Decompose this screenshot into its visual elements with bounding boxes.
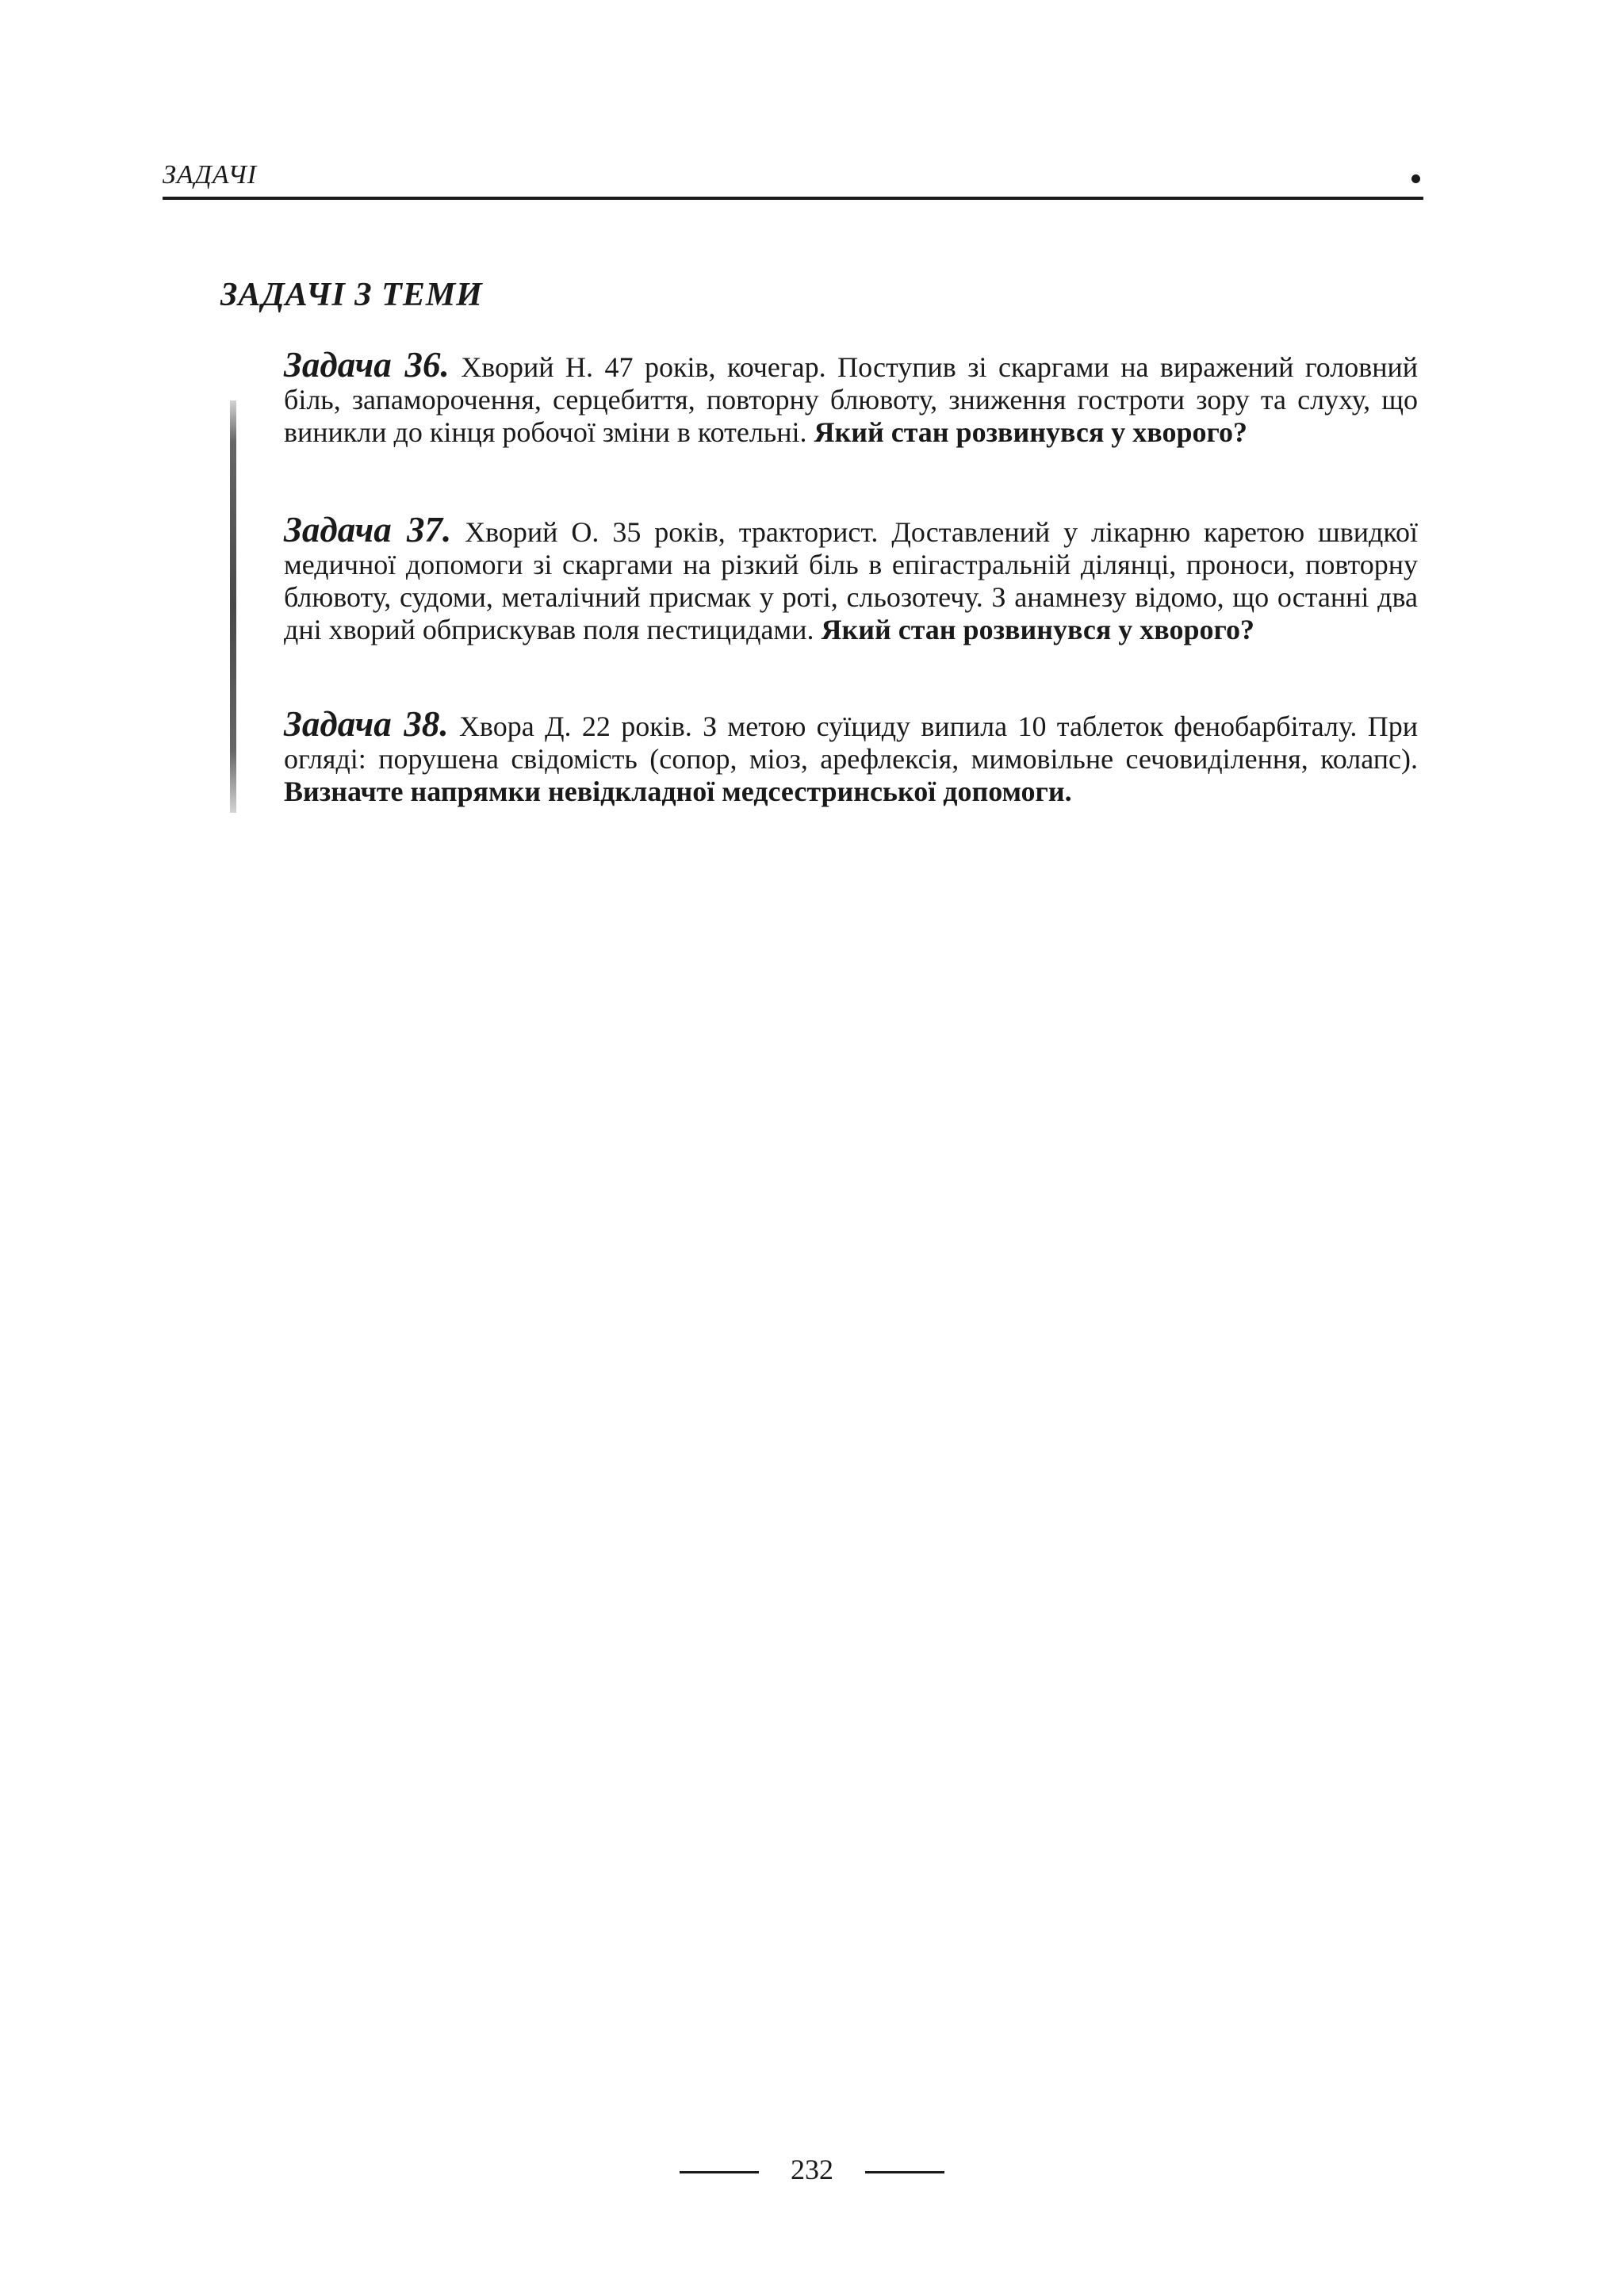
margin-scan-mark — [230, 400, 236, 813]
running-head-title: ЗАДАЧІ — [163, 160, 258, 190]
task-38-label: Задача 38. — [284, 704, 449, 744]
task-37 — [284, 510, 1419, 646]
bullet-icon — [1411, 174, 1420, 183]
task-38-body: Хвора Д. 22 років. З метою суїциду випила 10 таблеток фенобарбіталу. При огляді: порушена свідомість (сопор, міоз, арефлексія, мимовільне сечовиділення, колапс). — [284, 710, 1419, 775]
task-36-label: Задача 36. — [284, 345, 450, 385]
task-36-question: Який стан розвинувся у хворого? — [814, 416, 1247, 448]
page-number: 232 — [791, 2154, 833, 2185]
task-36-body: Хворий Н. 47 років, кочегар. Поступив зі скаргами на виражений головний біль, запаморочення, серцебиття, повторну блювоту, зниження гостроти зору та слуху, що виникли до кінця робочої зміни в котельні. — [284, 351, 1419, 448]
page-footer — [0, 2153, 1624, 2186]
running-head — [163, 157, 1423, 205]
task-37-body: Хворий О. 35 років, тракторист. Доставлений у лікарню каретою швидкої медичної допомоги зі скаргами на різкий біль в епігастральній ділянці, проноси, повторну блювоту, судоми, металічний присмак у роті, сльозотечу. З анамнезу відомо, що останні два дні хворий обприскував поля пестицидами. — [284, 516, 1419, 645]
task-37-question: Який стан розвинувся у хворого? — [821, 614, 1254, 645]
header-rule — [163, 197, 1423, 200]
task-38-question: Визначте напрямки невідкладної медсестринської допомоги. — [284, 776, 1072, 807]
footer-rule-right — [865, 2171, 944, 2173]
task-38 — [284, 704, 1419, 808]
task-37-label: Задача 37. — [284, 510, 452, 550]
section-title: ЗАДАЧІ З ТЕМИ — [220, 277, 483, 313]
footer-rule-left — [680, 2171, 759, 2173]
task-36 — [284, 345, 1419, 449]
